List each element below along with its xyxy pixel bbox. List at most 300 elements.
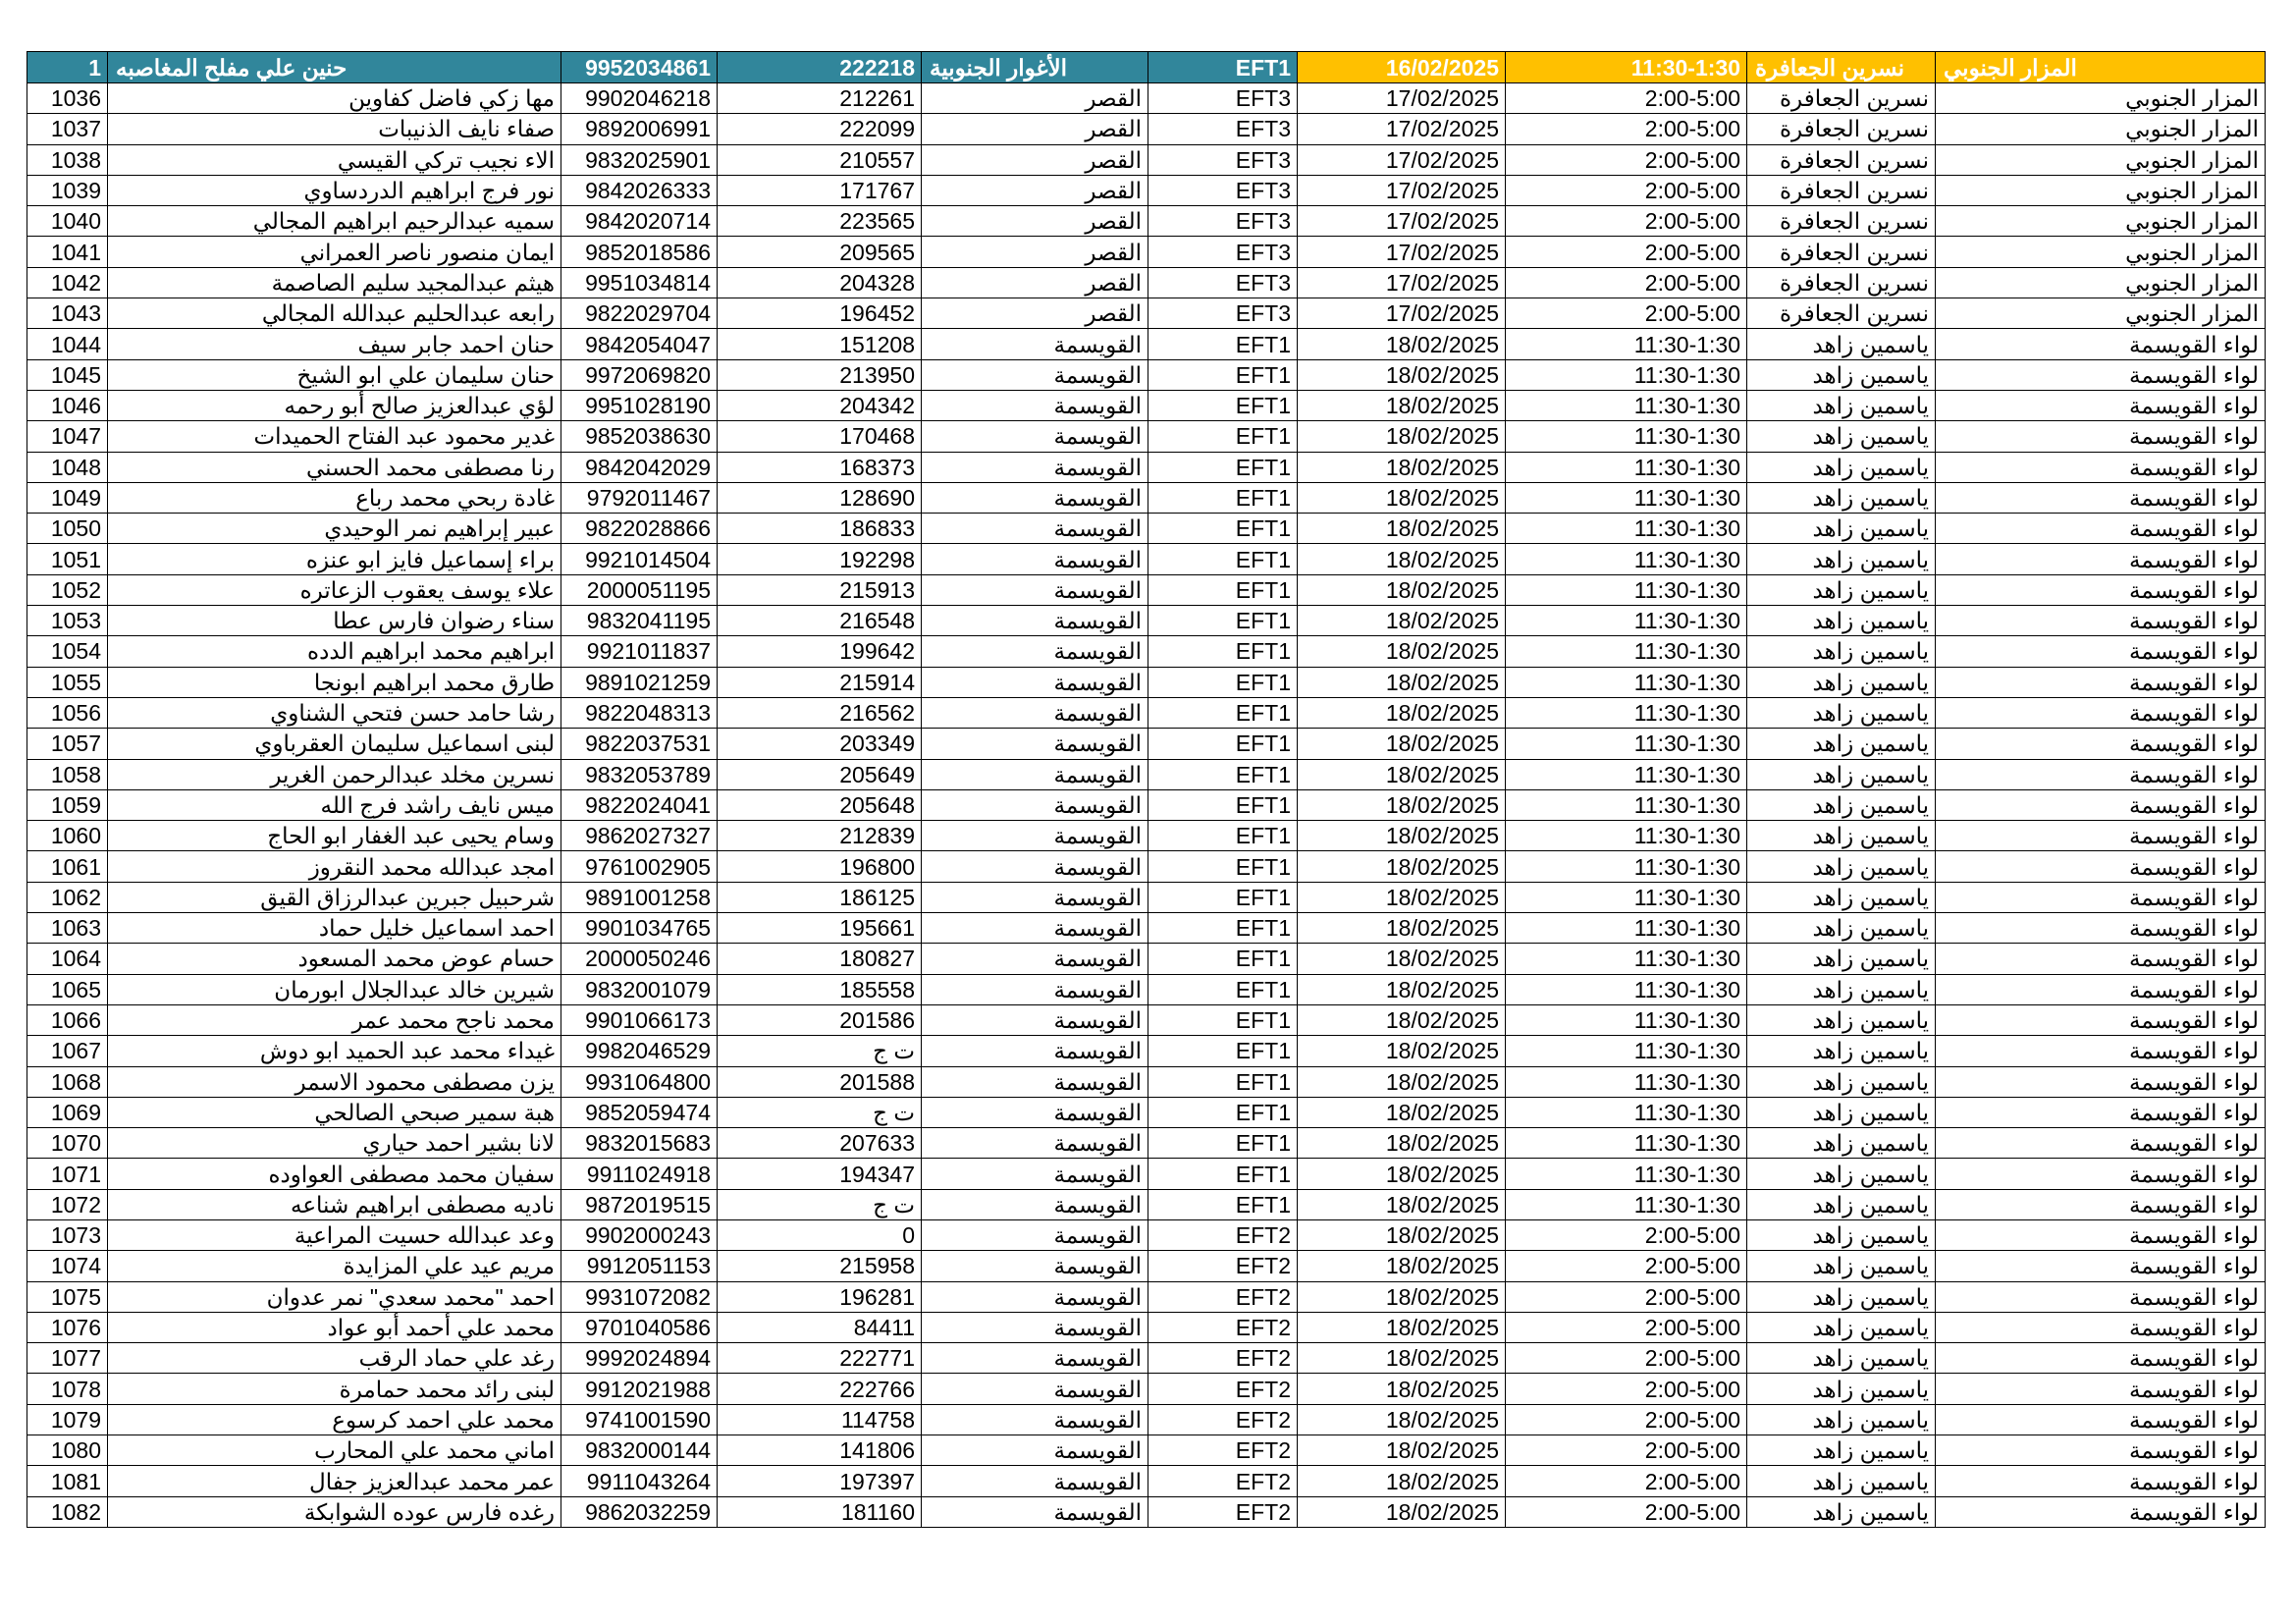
cell-directorate[interactable]: لواء القويسمة: [1936, 1128, 2266, 1159]
cell-code[interactable]: 195661: [718, 913, 922, 944]
cell-name[interactable]: ايمان منصور ناصر العمراني: [108, 237, 561, 267]
cell-time[interactable]: 2:00-5:00: [1506, 175, 1747, 205]
cell-phone[interactable]: 9862032259: [561, 1496, 718, 1527]
cell-name[interactable]: نسرين مخلد عبدالرحمن الغرير: [108, 759, 561, 789]
cell-date[interactable]: 18/02/2025: [1298, 1159, 1506, 1189]
cell-area[interactable]: القويسمة: [922, 421, 1148, 452]
cell-area[interactable]: القويسمة: [922, 944, 1148, 974]
cell-code[interactable]: 199642: [718, 636, 922, 667]
cell-id[interactable]: 1071: [27, 1159, 108, 1189]
cell-area[interactable]: القويسمة: [922, 482, 1148, 513]
cell-date[interactable]: 18/02/2025: [1298, 514, 1506, 544]
cell-time[interactable]: 2:00-5:00: [1506, 298, 1747, 329]
cell-date[interactable]: 18/02/2025: [1298, 974, 1506, 1004]
cell-date[interactable]: 18/02/2025: [1298, 1374, 1506, 1404]
cell-time[interactable]: 2:00-5:00: [1506, 1251, 1747, 1281]
cell-directorate[interactable]: لواء القويسمة: [1936, 974, 2266, 1004]
cell-directorate[interactable]: لواء القويسمة: [1936, 697, 2266, 728]
cell-eft[interactable]: EFT1: [1148, 482, 1298, 513]
cell-code[interactable]: 192298: [718, 544, 922, 574]
cell-directorate[interactable]: لواء القويسمة: [1936, 1281, 2266, 1312]
cell-supervisor[interactable]: ياسمين زاهد: [1747, 789, 1936, 820]
cell-area[interactable]: القويسمة: [922, 1281, 1148, 1312]
cell-time[interactable]: 11:30-1:30: [1506, 1036, 1747, 1066]
cell-area[interactable]: القويسمة: [922, 1004, 1148, 1035]
cell-code[interactable]: 201588: [718, 1066, 922, 1097]
cell-supervisor[interactable]: ياسمين زاهد: [1747, 1004, 1936, 1035]
cell-date[interactable]: 18/02/2025: [1298, 1281, 1506, 1312]
cell-time[interactable]: 11:30-1:30: [1506, 482, 1747, 513]
cell-date[interactable]: 18/02/2025: [1298, 1004, 1506, 1035]
cell-supervisor[interactable]: نسرين الجعافرة: [1747, 175, 1936, 205]
cell-eft[interactable]: EFT2: [1148, 1404, 1298, 1435]
cell-code[interactable]: 151208: [718, 329, 922, 359]
cell-time[interactable]: 11:30-1:30: [1506, 944, 1747, 974]
cell-name[interactable]: سميه عبدالرحيم ابراهيم المجالي: [108, 206, 561, 237]
cell-supervisor[interactable]: ياسمين زاهد: [1747, 329, 1936, 359]
cell-date[interactable]: 18/02/2025: [1298, 1066, 1506, 1097]
cell-eft[interactable]: EFT1: [1148, 944, 1298, 974]
cell-name[interactable]: ميس نايف راشد فرج الله: [108, 789, 561, 820]
cell-phone[interactable]: 9822029704: [561, 298, 718, 329]
cell-eft[interactable]: EFT1: [1148, 1066, 1298, 1097]
cell-date[interactable]: 18/02/2025: [1298, 759, 1506, 789]
cell-directorate[interactable]: لواء القويسمة: [1936, 759, 2266, 789]
cell-eft[interactable]: EFT2: [1148, 1251, 1298, 1281]
cell-eft[interactable]: EFT1: [1148, 636, 1298, 667]
cell-code[interactable]: 197397: [718, 1466, 922, 1496]
cell-date[interactable]: 17/02/2025: [1298, 206, 1506, 237]
cell-directorate[interactable]: لواء القويسمة: [1936, 1312, 2266, 1342]
cell-directorate[interactable]: لواء القويسمة: [1936, 789, 2266, 820]
cell-supervisor[interactable]: ياسمين زاهد: [1747, 544, 1936, 574]
cell-eft[interactable]: EFT1: [1148, 1097, 1298, 1127]
cell-supervisor[interactable]: ياسمين زاهد: [1747, 974, 1936, 1004]
cell-phone[interactable]: 9931064800: [561, 1066, 718, 1097]
cell-phone[interactable]: 2000050246: [561, 944, 718, 974]
cell-directorate[interactable]: لواء القويسمة: [1936, 421, 2266, 452]
cell-supervisor[interactable]: ياسمين زاهد: [1747, 574, 1936, 605]
header-cell-id[interactable]: 1: [27, 52, 108, 83]
cell-code[interactable]: 212261: [718, 83, 922, 114]
cell-id[interactable]: 1054: [27, 636, 108, 667]
cell-eft[interactable]: EFT1: [1148, 606, 1298, 636]
cell-name[interactable]: امجد عبدالله محمد النقروز: [108, 851, 561, 882]
header-cell-phone[interactable]: 9952034861: [561, 52, 718, 83]
cell-time[interactable]: 11:30-1:30: [1506, 452, 1747, 482]
cell-id[interactable]: 1044: [27, 329, 108, 359]
cell-eft[interactable]: EFT1: [1148, 697, 1298, 728]
cell-name[interactable]: وسام يحيى عبد الغفار ابو الحاج: [108, 821, 561, 851]
header-cell-eft[interactable]: EFT1: [1148, 52, 1298, 83]
cell-supervisor[interactable]: ياسمين زاهد: [1747, 1281, 1936, 1312]
cell-code[interactable]: 196452: [718, 298, 922, 329]
cell-id[interactable]: 1076: [27, 1312, 108, 1342]
cell-area[interactable]: القويسمة: [922, 851, 1148, 882]
cell-date[interactable]: 18/02/2025: [1298, 1343, 1506, 1374]
cell-code[interactable]: 204342: [718, 390, 922, 420]
cell-code[interactable]: 186125: [718, 882, 922, 912]
cell-phone[interactable]: 9832053789: [561, 759, 718, 789]
cell-name[interactable]: احمد "محمد سعدي" نمر عدوان: [108, 1281, 561, 1312]
cell-supervisor[interactable]: ياسمين زاهد: [1747, 1374, 1936, 1404]
cell-eft[interactable]: EFT2: [1148, 1435, 1298, 1466]
cell-id[interactable]: 1072: [27, 1189, 108, 1219]
cell-supervisor[interactable]: ياسمين زاهد: [1747, 1312, 1936, 1342]
cell-supervisor[interactable]: ياسمين زاهد: [1747, 1097, 1936, 1127]
cell-directorate[interactable]: لواء القويسمة: [1936, 482, 2266, 513]
cell-time[interactable]: 2:00-5:00: [1506, 144, 1747, 175]
cell-supervisor[interactable]: ياسمين زاهد: [1747, 1036, 1936, 1066]
cell-eft[interactable]: EFT2: [1148, 1496, 1298, 1527]
cell-time[interactable]: 11:30-1:30: [1506, 359, 1747, 390]
cell-phone[interactable]: 9921011837: [561, 636, 718, 667]
cell-directorate[interactable]: لواء القويسمة: [1936, 1159, 2266, 1189]
cell-supervisor[interactable]: ياسمين زاهد: [1747, 514, 1936, 544]
cell-directorate[interactable]: لواء القويسمة: [1936, 1066, 2266, 1097]
cell-phone[interactable]: 9931072082: [561, 1281, 718, 1312]
cell-id[interactable]: 1061: [27, 851, 108, 882]
cell-date[interactable]: 18/02/2025: [1298, 390, 1506, 420]
cell-time[interactable]: 11:30-1:30: [1506, 390, 1747, 420]
cell-area[interactable]: القويسمة: [922, 789, 1148, 820]
cell-date[interactable]: 18/02/2025: [1298, 359, 1506, 390]
cell-area[interactable]: القويسمة: [922, 1466, 1148, 1496]
cell-code[interactable]: 215958: [718, 1251, 922, 1281]
cell-supervisor[interactable]: نسرين الجعافرة: [1747, 83, 1936, 114]
cell-name[interactable]: احمد اسماعيل خليل حماد: [108, 913, 561, 944]
cell-id[interactable]: 1064: [27, 944, 108, 974]
cell-supervisor[interactable]: ياسمين زاهد: [1747, 1496, 1936, 1527]
cell-supervisor[interactable]: ياسمين زاهد: [1747, 729, 1936, 759]
cell-time[interactable]: 11:30-1:30: [1506, 329, 1747, 359]
cell-area[interactable]: القويسمة: [922, 1128, 1148, 1159]
cell-area[interactable]: القويسمة: [922, 636, 1148, 667]
cell-code[interactable]: 222771: [718, 1343, 922, 1374]
cell-date[interactable]: 18/02/2025: [1298, 944, 1506, 974]
cell-code[interactable]: ت ج: [718, 1036, 922, 1066]
cell-directorate[interactable]: لواء القويسمة: [1936, 1435, 2266, 1466]
cell-id[interactable]: 1042: [27, 267, 108, 298]
cell-code[interactable]: 205648: [718, 789, 922, 820]
header-cell-name[interactable]: حنين علي مفلح المغاصبه: [108, 52, 561, 83]
cell-directorate[interactable]: لواء القويسمة: [1936, 606, 2266, 636]
cell-time[interactable]: 2:00-5:00: [1506, 83, 1747, 114]
cell-name[interactable]: غيداء محمد عبد الحميد ابو دوش: [108, 1036, 561, 1066]
cell-directorate[interactable]: لواء القويسمة: [1936, 514, 2266, 544]
cell-area[interactable]: القويسمة: [922, 390, 1148, 420]
cell-eft[interactable]: EFT1: [1148, 913, 1298, 944]
cell-eft[interactable]: EFT3: [1148, 298, 1298, 329]
cell-supervisor[interactable]: ياسمين زاهد: [1747, 1466, 1936, 1496]
cell-code[interactable]: 186833: [718, 514, 922, 544]
cell-supervisor[interactable]: ياسمين زاهد: [1747, 1343, 1936, 1374]
cell-supervisor[interactable]: نسرين الجعافرة: [1747, 298, 1936, 329]
cell-time[interactable]: 11:30-1:30: [1506, 1066, 1747, 1097]
cell-time[interactable]: 11:30-1:30: [1506, 1097, 1747, 1127]
cell-time[interactable]: 11:30-1:30: [1506, 1128, 1747, 1159]
cell-name[interactable]: لؤي عبدالعزيز صالح أبو رحمه: [108, 390, 561, 420]
cell-name[interactable]: لبنى رائد محمد حمامرة: [108, 1374, 561, 1404]
cell-id[interactable]: 1041: [27, 237, 108, 267]
cell-area[interactable]: القويسمة: [922, 729, 1148, 759]
cell-supervisor[interactable]: نسرين الجعافرة: [1747, 206, 1936, 237]
cell-area[interactable]: القويسمة: [922, 1374, 1148, 1404]
cell-supervisor[interactable]: ياسمين زاهد: [1747, 359, 1936, 390]
cell-date[interactable]: 18/02/2025: [1298, 882, 1506, 912]
cell-area[interactable]: القويسمة: [922, 1066, 1148, 1097]
cell-name[interactable]: عبير إبراهيم نمر الوحيدي: [108, 514, 561, 544]
cell-phone[interactable]: 9911043264: [561, 1466, 718, 1496]
cell-area[interactable]: القويسمة: [922, 514, 1148, 544]
cell-area[interactable]: القويسمة: [922, 1097, 1148, 1127]
cell-area[interactable]: القصر: [922, 298, 1148, 329]
cell-code[interactable]: 194347: [718, 1159, 922, 1189]
cell-name[interactable]: لانا بشير احمد حياري: [108, 1128, 561, 1159]
cell-supervisor[interactable]: ياسمين زاهد: [1747, 482, 1936, 513]
cell-date[interactable]: 18/02/2025: [1298, 729, 1506, 759]
cell-time[interactable]: 11:30-1:30: [1506, 697, 1747, 728]
cell-area[interactable]: القويسمة: [922, 913, 1148, 944]
cell-code[interactable]: 185558: [718, 974, 922, 1004]
cell-name[interactable]: رغده فارس عوده الشوابكة: [108, 1496, 561, 1527]
cell-eft[interactable]: EFT1: [1148, 574, 1298, 605]
cell-code[interactable]: 0: [718, 1219, 922, 1250]
cell-eft[interactable]: EFT2: [1148, 1281, 1298, 1312]
cell-id[interactable]: 1077: [27, 1343, 108, 1374]
cell-code[interactable]: 216562: [718, 697, 922, 728]
cell-directorate[interactable]: لواء القويسمة: [1936, 729, 2266, 759]
cell-eft[interactable]: EFT3: [1148, 83, 1298, 114]
cell-directorate[interactable]: لواء القويسمة: [1936, 1251, 2266, 1281]
cell-supervisor[interactable]: نسرين الجعافرة: [1747, 114, 1936, 144]
cell-time[interactable]: 11:30-1:30: [1506, 913, 1747, 944]
cell-eft[interactable]: EFT1: [1148, 789, 1298, 820]
cell-date[interactable]: 18/02/2025: [1298, 667, 1506, 697]
cell-id[interactable]: 1049: [27, 482, 108, 513]
cell-area[interactable]: القويسمة: [922, 1404, 1148, 1435]
cell-code[interactable]: ت ج: [718, 1097, 922, 1127]
cell-supervisor[interactable]: ياسمين زاهد: [1747, 667, 1936, 697]
cell-eft[interactable]: EFT1: [1148, 759, 1298, 789]
cell-phone[interactable]: 9822024041: [561, 789, 718, 820]
cell-time[interactable]: 2:00-5:00: [1506, 1312, 1747, 1342]
cell-phone[interactable]: 9862027327: [561, 821, 718, 851]
cell-time[interactable]: 11:30-1:30: [1506, 1159, 1747, 1189]
cell-directorate[interactable]: لواء القويسمة: [1936, 452, 2266, 482]
cell-date[interactable]: 17/02/2025: [1298, 114, 1506, 144]
cell-phone[interactable]: 9852038630: [561, 421, 718, 452]
cell-area[interactable]: القويسمة: [922, 1343, 1148, 1374]
cell-phone[interactable]: 9921014504: [561, 544, 718, 574]
cell-id[interactable]: 1060: [27, 821, 108, 851]
cell-code[interactable]: 204328: [718, 267, 922, 298]
cell-phone[interactable]: 9852059474: [561, 1097, 718, 1127]
cell-supervisor[interactable]: ياسمين زاهد: [1747, 1219, 1936, 1250]
cell-supervisor[interactable]: ياسمين زاهد: [1747, 1128, 1936, 1159]
cell-name[interactable]: رغد علي حماد الرقب: [108, 1343, 561, 1374]
cell-area[interactable]: القويسمة: [922, 359, 1148, 390]
cell-date[interactable]: 18/02/2025: [1298, 636, 1506, 667]
cell-code[interactable]: 196281: [718, 1281, 922, 1312]
cell-name[interactable]: اماني محمد علي المحارب: [108, 1435, 561, 1466]
cell-time[interactable]: 2:00-5:00: [1506, 1219, 1747, 1250]
cell-id[interactable]: 1079: [27, 1404, 108, 1435]
cell-area[interactable]: القصر: [922, 83, 1148, 114]
cell-eft[interactable]: EFT2: [1148, 1312, 1298, 1342]
cell-eft[interactable]: EFT1: [1148, 882, 1298, 912]
cell-date[interactable]: 17/02/2025: [1298, 237, 1506, 267]
cell-time[interactable]: 11:30-1:30: [1506, 789, 1747, 820]
cell-time[interactable]: 2:00-5:00: [1506, 1281, 1747, 1312]
header-cell-code[interactable]: 222218: [718, 52, 922, 83]
cell-name[interactable]: شيرين خالد عبدالجلال ابورمان: [108, 974, 561, 1004]
cell-id[interactable]: 1055: [27, 667, 108, 697]
cell-code[interactable]: 196800: [718, 851, 922, 882]
cell-time[interactable]: 11:30-1:30: [1506, 821, 1747, 851]
cell-name[interactable]: هبة سمير صبحي الصالحي: [108, 1097, 561, 1127]
header-cell-time[interactable]: 11:30-1:30: [1506, 52, 1747, 83]
cell-eft[interactable]: EFT3: [1148, 267, 1298, 298]
cell-supervisor[interactable]: نسرين الجعافرة: [1747, 144, 1936, 175]
cell-id[interactable]: 1039: [27, 175, 108, 205]
cell-supervisor[interactable]: ياسمين زاهد: [1747, 759, 1936, 789]
cell-phone[interactable]: 9822028866: [561, 514, 718, 544]
cell-phone[interactable]: 9842042029: [561, 452, 718, 482]
cell-time[interactable]: 2:00-5:00: [1506, 1404, 1747, 1435]
cell-code[interactable]: 209565: [718, 237, 922, 267]
cell-area[interactable]: القويسمة: [922, 974, 1148, 1004]
cell-id[interactable]: 1037: [27, 114, 108, 144]
cell-supervisor[interactable]: ياسمين زاهد: [1747, 636, 1936, 667]
cell-name[interactable]: نور فرج ابراهيم الدردساوي: [108, 175, 561, 205]
cell-directorate[interactable]: لواء القويسمة: [1936, 390, 2266, 420]
cell-date[interactable]: 18/02/2025: [1298, 1435, 1506, 1466]
cell-name[interactable]: عمر محمد عبدالعزيز جفال: [108, 1466, 561, 1496]
cell-supervisor[interactable]: ياسمين زاهد: [1747, 452, 1936, 482]
cell-area[interactable]: القويسمة: [922, 667, 1148, 697]
cell-phone[interactable]: 9902046218: [561, 83, 718, 114]
cell-phone[interactable]: 9832000144: [561, 1435, 718, 1466]
cell-time[interactable]: 11:30-1:30: [1506, 882, 1747, 912]
cell-supervisor[interactable]: ياسمين زاهد: [1747, 1066, 1936, 1097]
cell-phone[interactable]: 9701040586: [561, 1312, 718, 1342]
cell-code[interactable]: 212839: [718, 821, 922, 851]
cell-id[interactable]: 1074: [27, 1251, 108, 1281]
cell-time[interactable]: 2:00-5:00: [1506, 1343, 1747, 1374]
cell-code[interactable]: ت ج: [718, 1189, 922, 1219]
cell-time[interactable]: 11:30-1:30: [1506, 514, 1747, 544]
cell-supervisor[interactable]: نسرين الجعافرة: [1747, 267, 1936, 298]
cell-name[interactable]: رشا حامد حسن فتحي الشناوي: [108, 697, 561, 728]
cell-eft[interactable]: EFT3: [1148, 206, 1298, 237]
cell-id[interactable]: 1069: [27, 1097, 108, 1127]
cell-date[interactable]: 18/02/2025: [1298, 1496, 1506, 1527]
cell-id[interactable]: 1057: [27, 729, 108, 759]
cell-date[interactable]: 18/02/2025: [1298, 452, 1506, 482]
cell-id[interactable]: 1043: [27, 298, 108, 329]
cell-id[interactable]: 1068: [27, 1066, 108, 1097]
cell-date[interactable]: 18/02/2025: [1298, 851, 1506, 882]
cell-area[interactable]: القويسمة: [922, 1251, 1148, 1281]
cell-phone[interactable]: 9892006991: [561, 114, 718, 144]
cell-id[interactable]: 1067: [27, 1036, 108, 1066]
cell-area[interactable]: القصر: [922, 175, 1148, 205]
cell-name[interactable]: مها زكي فاضل كفاوين: [108, 83, 561, 114]
cell-supervisor[interactable]: ياسمين زاهد: [1747, 944, 1936, 974]
cell-time[interactable]: 2:00-5:00: [1506, 237, 1747, 267]
cell-date[interactable]: 18/02/2025: [1298, 789, 1506, 820]
cell-code[interactable]: 128690: [718, 482, 922, 513]
cell-eft[interactable]: EFT1: [1148, 421, 1298, 452]
cell-code[interactable]: 114758: [718, 1404, 922, 1435]
cell-directorate[interactable]: لواء القويسمة: [1936, 1097, 2266, 1127]
cell-name[interactable]: غادة ربحي محمد رباع: [108, 482, 561, 513]
cell-date[interactable]: 18/02/2025: [1298, 821, 1506, 851]
cell-phone[interactable]: 9912021988: [561, 1374, 718, 1404]
cell-area[interactable]: القويسمة: [922, 1036, 1148, 1066]
cell-phone[interactable]: 9872019515: [561, 1189, 718, 1219]
cell-name[interactable]: علاء يوسف يعقوب الزعاتره: [108, 574, 561, 605]
cell-name[interactable]: محمد ناجح محمد عمر: [108, 1004, 561, 1035]
cell-eft[interactable]: EFT1: [1148, 667, 1298, 697]
cell-name[interactable]: براء إسماعيل فايز ابو عنزه: [108, 544, 561, 574]
cell-date[interactable]: 18/02/2025: [1298, 574, 1506, 605]
cell-directorate[interactable]: لواء القويسمة: [1936, 944, 2266, 974]
cell-time[interactable]: 11:30-1:30: [1506, 729, 1747, 759]
cell-id[interactable]: 1059: [27, 789, 108, 820]
cell-id[interactable]: 1056: [27, 697, 108, 728]
cell-date[interactable]: 18/02/2025: [1298, 697, 1506, 728]
cell-name[interactable]: رابعه عبدالحليم عبدالله المجالي: [108, 298, 561, 329]
cell-id[interactable]: 1062: [27, 882, 108, 912]
cell-id[interactable]: 1051: [27, 544, 108, 574]
cell-directorate[interactable]: لواء القويسمة: [1936, 1004, 2266, 1035]
cell-code[interactable]: 171767: [718, 175, 922, 205]
cell-area[interactable]: القويسمة: [922, 606, 1148, 636]
cell-directorate[interactable]: لواء القويسمة: [1936, 1189, 2266, 1219]
cell-code[interactable]: 168373: [718, 452, 922, 482]
cell-name[interactable]: حنان سليمان علي ابو الشيخ: [108, 359, 561, 390]
cell-name[interactable]: الاء نجيب تركي القيسي: [108, 144, 561, 175]
cell-code[interactable]: 170468: [718, 421, 922, 452]
cell-area[interactable]: القصر: [922, 237, 1148, 267]
cell-name[interactable]: ابراهيم محمد ابراهيم الدده: [108, 636, 561, 667]
cell-time[interactable]: 11:30-1:30: [1506, 574, 1747, 605]
cell-date[interactable]: 17/02/2025: [1298, 298, 1506, 329]
cell-id[interactable]: 1066: [27, 1004, 108, 1035]
cell-phone[interactable]: 2000051195: [561, 574, 718, 605]
cell-phone[interactable]: 9951034814: [561, 267, 718, 298]
cell-eft[interactable]: EFT1: [1148, 359, 1298, 390]
cell-date[interactable]: 18/02/2025: [1298, 1189, 1506, 1219]
cell-name[interactable]: حسام عوض محمد المسعود: [108, 944, 561, 974]
cell-supervisor[interactable]: ياسمين زاهد: [1747, 606, 1936, 636]
cell-code[interactable]: 215913: [718, 574, 922, 605]
cell-phone[interactable]: 9832015683: [561, 1128, 718, 1159]
cell-directorate[interactable]: لواء القويسمة: [1936, 1219, 2266, 1250]
cell-code[interactable]: 216548: [718, 606, 922, 636]
cell-directorate[interactable]: لواء القويسمة: [1936, 821, 2266, 851]
cell-date[interactable]: 18/02/2025: [1298, 913, 1506, 944]
cell-code[interactable]: 205649: [718, 759, 922, 789]
cell-directorate[interactable]: لواء القويسمة: [1936, 851, 2266, 882]
cell-area[interactable]: القويسمة: [922, 1189, 1148, 1219]
cell-eft[interactable]: EFT1: [1148, 729, 1298, 759]
cell-phone[interactable]: 9761002905: [561, 851, 718, 882]
cell-phone[interactable]: 9972069820: [561, 359, 718, 390]
cell-code[interactable]: 84411: [718, 1312, 922, 1342]
